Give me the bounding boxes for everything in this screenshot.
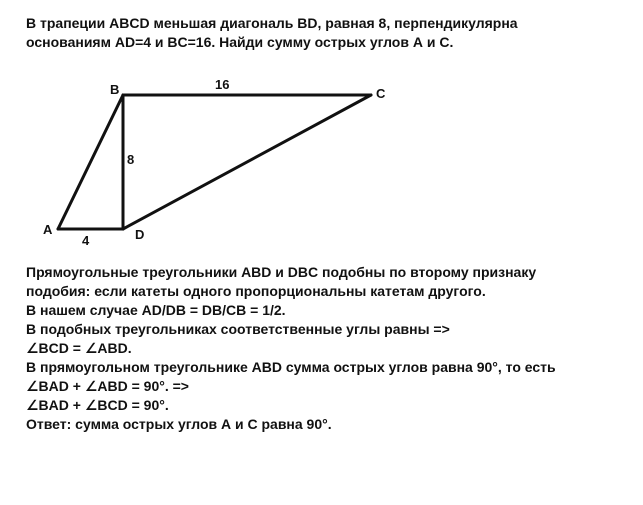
problem-line-1: В трапеции ABCD меньшая диагональ BD, равная 8, перпендикулярна xyxy=(26,15,518,31)
solution-line: ∠BAD + ∠ABD = 90°. => xyxy=(26,378,189,394)
solution-line: подобия: если катеты одного пропорциональны катетам другого. xyxy=(26,283,486,299)
vertex-label-d: D xyxy=(135,227,145,242)
solution-line: В нашем случае AD/DB = DB/CB = 1/2. xyxy=(26,302,286,318)
side-cd xyxy=(123,95,371,229)
problem-line-2: основаниям AD=4 и BC=16. Найди сумму острых углов А и С. xyxy=(26,34,454,50)
vertex-label-b: B xyxy=(110,82,120,97)
solution-line: ∠BAD + ∠BCD = 90°. xyxy=(26,397,169,413)
side-ab xyxy=(58,95,123,229)
solution-answer: Ответ: сумма острых углов А и С равна 90°. xyxy=(26,416,332,432)
length-label-ad: 4 xyxy=(82,233,90,248)
length-label-bd: 8 xyxy=(127,152,135,167)
solution-text xyxy=(26,263,626,434)
solution-line: В подобных треугольниках соответственные углы равны => xyxy=(26,321,450,337)
solution-line: В прямоугольном треугольнике ABD сумма острых углов равна 90°, то есть xyxy=(26,359,556,375)
vertex-label-c: C xyxy=(376,86,386,101)
length-label-bc: 16 xyxy=(215,77,230,92)
vertex-label-a: A xyxy=(43,222,53,237)
solution-line: Прямоугольные треугольники ABD и DBC подобны по второму признаку xyxy=(26,264,537,280)
solution-line: ∠BCD = ∠ABD. xyxy=(26,340,132,356)
